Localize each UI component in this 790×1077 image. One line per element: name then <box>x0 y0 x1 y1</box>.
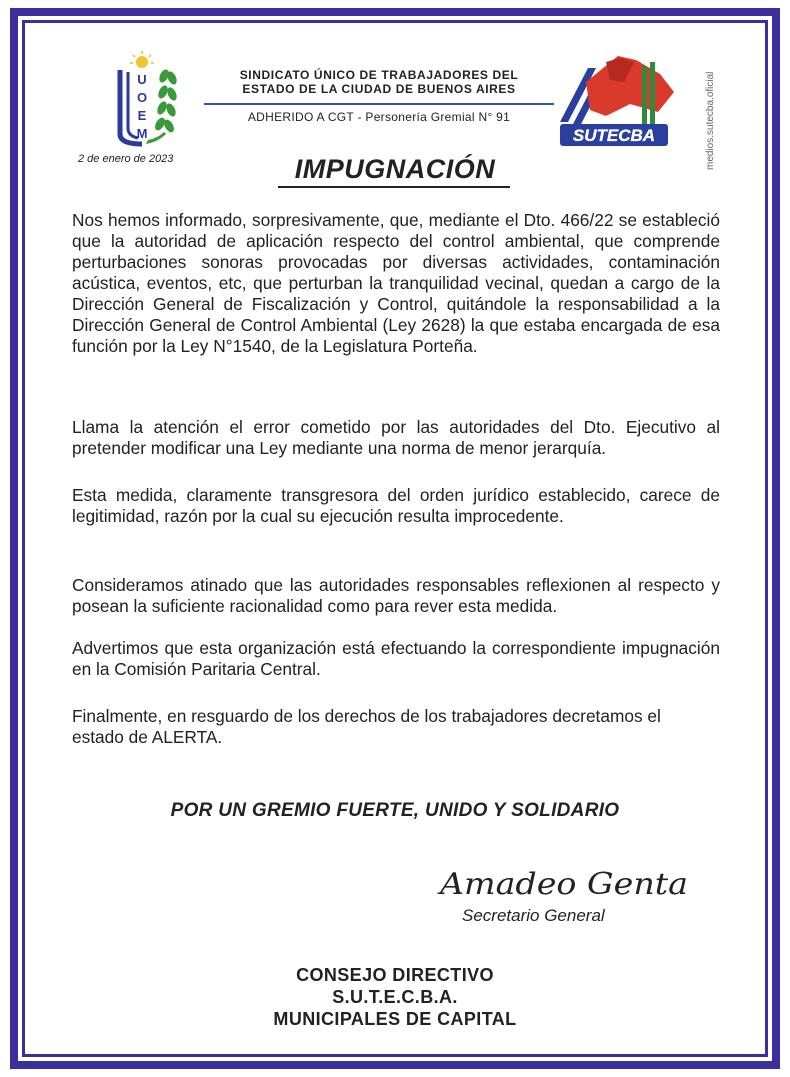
issuing-body <box>0 964 790 1030</box>
svg-text:U: U <box>137 72 147 87</box>
title-underline <box>278 186 510 188</box>
sutecba-logo <box>550 52 678 152</box>
paragraph-1: Nos hemos informado, sorpresivamente, que, mediante el Dto. 466/22 se estableció que la autoridad de aplicación respecto del control ambiental, que comprende perturbaciones sonoras provocadas por diversas actividades, contaminación acústica, eventos, etc, que perturban la tranquilidad vecinal, quedan a cargo de la Dirección General de Fiscalización y Control, quitándole la responsabilidad a la Dirección General de Control Ambiental (Ley 2628) la que estaba encargada de esa función por la Ley N°1540, de la Legislatura Porteña. <box>72 210 720 356</box>
document-date: 2 de enero de 2023 <box>78 153 174 165</box>
uoem-logo <box>102 48 182 148</box>
paragraph-3: Esta medida, claramente transgresora del orden jurídico establecido, carece de legitimidad, razón por la cual su ejecución resulta improcedente. <box>72 485 720 526</box>
council-line-3: MUNICIPALES DE CAPITAL <box>273 1009 517 1029</box>
document-title: IMPUGNACIÓN <box>294 154 496 184</box>
handwritten-signature <box>436 858 696 904</box>
sutecba-logo-text: SUTECBA <box>572 126 656 145</box>
svg-text:E: E <box>137 108 147 123</box>
paragraph-6: Finalmente, en resguardo de los derechos de los trabajadores decretamos el estado de ALERTA. <box>72 706 661 747</box>
motto: POR UN GREMIO FUERTE, UNIDO Y SOLIDARIO <box>170 800 620 821</box>
union-name-line-1: SINDICATO ÚNICO DE TRABAJADORES DEL <box>239 68 519 82</box>
signature-name: Amadeo Genta <box>436 867 688 902</box>
paragraph-4: Consideramos atinado que las autoridades responsables reflexionen al respecto y posean la suficiente racionalidad como para rever esta medida. <box>72 575 720 616</box>
paragraph-5: Advertimos que esta organización está efectuando la correspondiente impugnación en la Comisión Paritaria Central. <box>72 638 720 679</box>
svg-text:M: M <box>136 126 148 141</box>
svg-text:O: O <box>136 90 148 105</box>
side-url-text: medios.sutecba.oficial <box>705 71 716 170</box>
council-line-2: S.U.T.E.C.B.A. <box>332 987 458 1007</box>
union-name-line-2: ESTADO DE LA CIUDAD DE BUENOS AIRES <box>242 82 516 96</box>
header-divider <box>204 103 554 105</box>
paragraph-2: Llama la atención el error cometido por las autoridades del Dto. Ejecutivo al pretender modificar una Ley mediante una norma de menor jerarquía. <box>72 417 720 458</box>
affiliation-line: ADHERIDO A CGT - Personería Gremial N° 91 <box>247 110 511 124</box>
side-url <box>702 40 716 170</box>
union-name <box>198 68 560 96</box>
signer-role: Secretario General <box>462 906 605 925</box>
council-line-1: CONSEJO DIRECTIVO <box>296 965 494 985</box>
